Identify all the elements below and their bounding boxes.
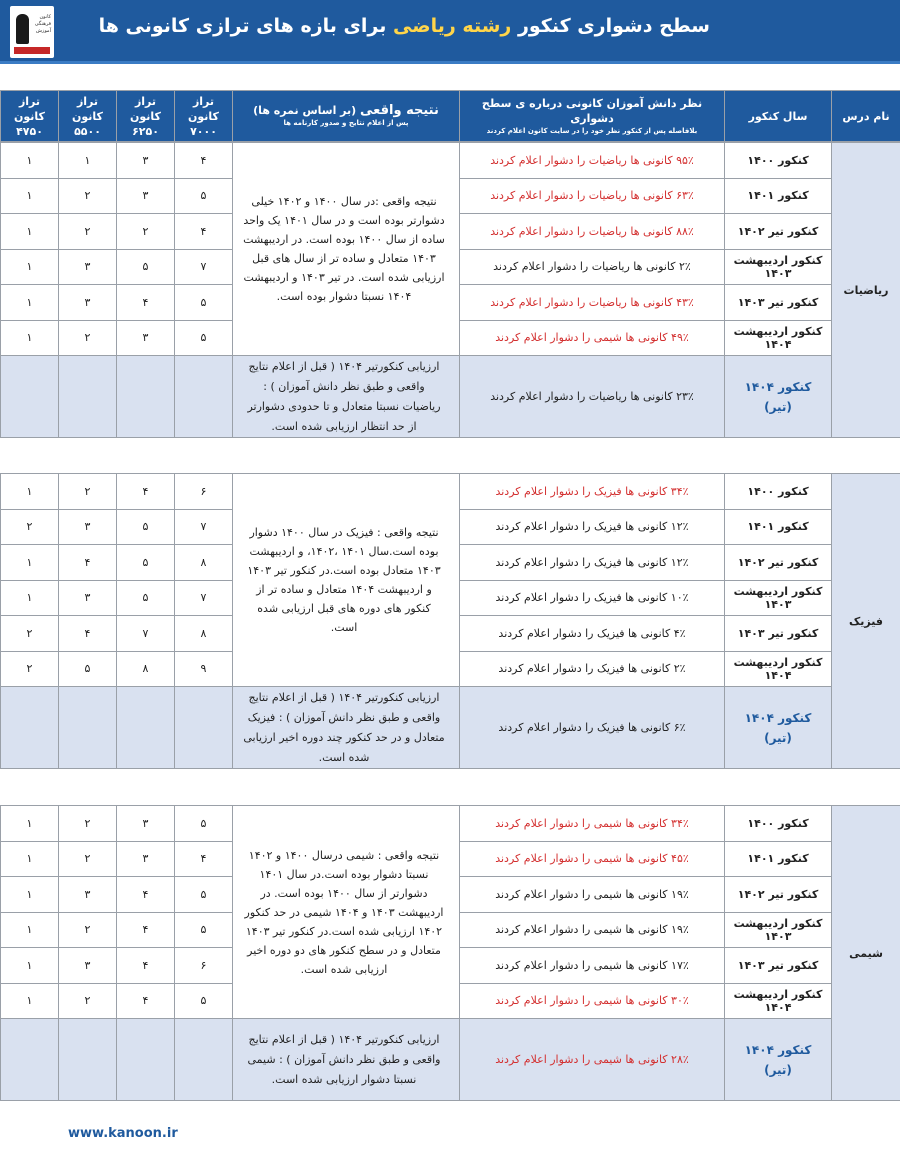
student-opinion-cell: ۳۴٪ کانونی ها شیمی را دشوار اعلام کردند bbox=[460, 806, 725, 842]
taraz-cell: ۵ bbox=[175, 912, 233, 948]
section-table bbox=[0, 473, 900, 769]
taraz-cell: ۵ bbox=[175, 806, 233, 842]
prediction-year-cell bbox=[725, 687, 832, 769]
taraz-cell-empty bbox=[117, 1019, 175, 1101]
prediction-row bbox=[1, 1019, 900, 1101]
taraz-cell: ۷ bbox=[117, 616, 175, 652]
taraz-cell: ۵ bbox=[59, 651, 117, 687]
taraz-cell: ۴ bbox=[117, 983, 175, 1019]
exam-year-cell: کنکور ۱۴۰۰ bbox=[725, 474, 832, 510]
taraz-cell: ۱ bbox=[59, 143, 117, 179]
taraz-cell: ۳ bbox=[117, 841, 175, 877]
taraz-cell: ۳ bbox=[117, 320, 175, 356]
taraz-cell: ۲ bbox=[59, 178, 117, 214]
taraz-header-4750: تراز کانون ۴۷۵۰ bbox=[1, 91, 59, 142]
taraz-cell: ۸ bbox=[175, 545, 233, 581]
taraz-cell: ۱ bbox=[1, 545, 59, 581]
exam-year-cell: کنکور تیر ۱۴۰۲ bbox=[725, 877, 832, 913]
taraz-cell: ۸ bbox=[175, 616, 233, 652]
taraz-cell-empty bbox=[175, 687, 233, 769]
student-opinion-cell: ۲٪ کانونی ها ریاضیات را دشوار اعلام کردند bbox=[460, 249, 725, 285]
taraz-cell-empty bbox=[1, 687, 59, 769]
taraz-cell-empty bbox=[1, 1019, 59, 1101]
prediction-text-cell: ارزیابی کنکورتیر ۱۴۰۴ ( قبل از اعلام نتایج واقعی و طبق نظر دانش آموزان ) : ریاضیات نسبتا متعادل و تا حدودی دشوارتر از حد انتظار ارزیابی شده است. bbox=[233, 356, 460, 438]
taraz-cell: ۱ bbox=[1, 806, 59, 842]
taraz-cell: ۱ bbox=[1, 841, 59, 877]
exam-year-cell: کنکور ۱۴۰۱ bbox=[725, 841, 832, 877]
table-row bbox=[1, 806, 900, 842]
prediction-year-label: کنکور ۱۴۰۴ bbox=[744, 1042, 812, 1057]
taraz-cell: ۱ bbox=[1, 474, 59, 510]
taraz-cell: ۱ bbox=[1, 285, 59, 321]
kanoon-logo: کانون فرهنگی آموزش bbox=[10, 6, 54, 58]
taraz-cell: ۳ bbox=[59, 580, 117, 616]
taraz-cell: ۳ bbox=[59, 509, 117, 545]
taraz-cell: ۱ bbox=[1, 877, 59, 913]
taraz-cell: ۱ bbox=[1, 912, 59, 948]
title-banner bbox=[0, 0, 900, 64]
taraz-cell: ۱ bbox=[1, 580, 59, 616]
subject-name-cell: فیزیک bbox=[832, 474, 900, 769]
taraz-cell: ۱ bbox=[1, 249, 59, 285]
taraz-cell-empty bbox=[175, 356, 233, 438]
taraz-cell: ۱ bbox=[1, 178, 59, 214]
taraz-cell: ۲ bbox=[1, 616, 59, 652]
taraz-header-7000: تراز کانون ۷۰۰۰ bbox=[175, 91, 233, 142]
taraz-cell: ۴ bbox=[117, 948, 175, 984]
exam-year-cell: کنکور تیر ۱۴۰۳ bbox=[725, 285, 832, 321]
subject-name-cell: شیمی bbox=[832, 806, 900, 1101]
taraz-cell-empty bbox=[175, 1019, 233, 1101]
prediction-session-label: (تیر) bbox=[764, 1062, 792, 1077]
taraz-cell: ۵ bbox=[117, 249, 175, 285]
exam-year-cell: کنکور تیر ۱۴۰۲ bbox=[725, 545, 832, 581]
taraz-cell: ۴ bbox=[59, 545, 117, 581]
student-opinion-cell: ۱۲٪ کانونی ها فیزیک را دشوار اعلام کردند bbox=[460, 509, 725, 545]
student-opinion-cell: ۲٪ کانونی ها فیزیک را دشوار اعلام کردند bbox=[460, 651, 725, 687]
student-opinion-cell: ۱۷٪ کانونی ها شیمی را دشوار اعلام کردند bbox=[460, 948, 725, 984]
taraz-cell: ۵ bbox=[175, 877, 233, 913]
taraz-cell: ۹ bbox=[175, 651, 233, 687]
taraz-cell: ۵ bbox=[175, 320, 233, 356]
student-opinion-cell: ۱۰٪ کانونی ها فیزیک را دشوار اعلام کردند bbox=[460, 580, 725, 616]
exam-year-cell: کنکور تیر ۱۴۰۳ bbox=[725, 616, 832, 652]
taraz-cell: ۴ bbox=[117, 285, 175, 321]
taraz-cell: ۱ bbox=[1, 214, 59, 250]
table-row bbox=[1, 143, 900, 179]
exam-year-cell: کنکور ۱۴۰۰ bbox=[725, 806, 832, 842]
student-opinion-cell: ۹۵٪ کانونی ها ریاضیات را دشوار اعلام کردند bbox=[460, 143, 725, 179]
taraz-cell: ۵ bbox=[175, 983, 233, 1019]
taraz-cell: ۲ bbox=[59, 320, 117, 356]
taraz-cell: ۴ bbox=[117, 877, 175, 913]
footer-url: www.kanoon.ir bbox=[68, 1126, 178, 1141]
taraz-cell: ۳ bbox=[117, 178, 175, 214]
taraz-cell: ۲ bbox=[59, 214, 117, 250]
page-title: سطح دشواری کنکور رشته ریاضی برای بازه های ترازی کانونی ها bbox=[98, 15, 710, 37]
taraz-cell: ۳ bbox=[59, 948, 117, 984]
taraz-cell: ۶ bbox=[175, 474, 233, 510]
prediction-row bbox=[1, 687, 900, 769]
subject-name-cell: ریاضیات bbox=[832, 143, 900, 438]
taraz-cell: ۱ bbox=[1, 320, 59, 356]
taraz-cell: ۲ bbox=[59, 806, 117, 842]
taraz-cell: ۱ bbox=[1, 948, 59, 984]
taraz-cell: ۲ bbox=[1, 509, 59, 545]
taraz-cell: ۲ bbox=[59, 841, 117, 877]
exam-year-cell: کنکور ۱۴۰۱ bbox=[725, 178, 832, 214]
taraz-cell-empty bbox=[59, 687, 117, 769]
taraz-cell: ۴ bbox=[175, 214, 233, 250]
taraz-cell-empty bbox=[59, 356, 117, 438]
prediction-session-label: (تیر) bbox=[764, 730, 792, 745]
taraz-cell: ۷ bbox=[175, 509, 233, 545]
taraz-cell: ۳ bbox=[117, 143, 175, 179]
exam-year-cell: کنکور ۱۴۰۱ bbox=[725, 509, 832, 545]
exam-year-cell: کنکور تیر ۱۴۰۳ bbox=[725, 948, 832, 984]
taraz-cell: ۲ bbox=[1, 651, 59, 687]
exam-year-cell: کنکور اردیبهشت ۱۴۰۴ bbox=[725, 320, 832, 356]
taraz-cell: ۴ bbox=[117, 474, 175, 510]
student-opinion-cell: ۸۸٪ کانونی ها ریاضیات را دشوار اعلام کردند bbox=[460, 214, 725, 250]
taraz-cell: ۱ bbox=[1, 143, 59, 179]
actual-result-cell: نتیجه واقعی : فیزیک در سال ۱۴۰۰ دشوار بوده است.سال ۱۴۰۱ ،۱۴۰۲، و اردیبهشت ۱۴۰۳ متعادل بوده است.در کنکور تیر ۱۴۰۳ و اردیبهشت ۱۴۰۴ متعادل و ساده تر از کنکور های دوره های قبل ارزیابی شده است. bbox=[233, 474, 460, 687]
taraz-cell-empty bbox=[117, 687, 175, 769]
taraz-cell: ۵ bbox=[175, 285, 233, 321]
taraz-cell: ۵ bbox=[175, 178, 233, 214]
prediction-text-cell: ارزیابی کنکورتیر ۱۴۰۴ ( قبل از اعلام نتایج واقعی و طبق نظر دانش آموزان ) : فیزیک متعادل و در حد کنکور چند دوره اخیر ارزیابی شده است. bbox=[233, 687, 460, 769]
student-opinion-cell: ۴۵٪ کانونی ها شیمی را دشوار اعلام کردند bbox=[460, 841, 725, 877]
prediction-year-label: کنکور ۱۴۰۴ bbox=[744, 379, 812, 394]
taraz-cell: ۷ bbox=[175, 249, 233, 285]
exam-year-cell: کنکور ۱۴۰۰ bbox=[725, 143, 832, 179]
taraz-cell: ۲ bbox=[59, 474, 117, 510]
taraz-cell: ۲ bbox=[59, 983, 117, 1019]
prediction-year-cell bbox=[725, 1019, 832, 1101]
taraz-cell: ۲ bbox=[59, 912, 117, 948]
column-header-row bbox=[0, 90, 900, 142]
taraz-cell: ۴ bbox=[59, 616, 117, 652]
taraz-cell: ۴ bbox=[117, 912, 175, 948]
student-opinion-cell: ۴۹٪ کانونی ها شیمی را دشوار اعلام کردند bbox=[460, 320, 725, 356]
exam-year-cell: کنکور اردیبهشت ۱۴۰۳ bbox=[725, 912, 832, 948]
exam-year-cell: کنکور اردیبهشت ۱۴۰۴ bbox=[725, 651, 832, 687]
student-opinion-cell: ۱۲٪ کانونی ها فیزیک را دشوار اعلام کردند bbox=[460, 545, 725, 581]
taraz-header-6250: تراز کانون ۶۲۵۰ bbox=[117, 91, 175, 142]
student-opinion-cell: ۴٪ کانونی ها فیزیک را دشوار اعلام کردند bbox=[460, 616, 725, 652]
taraz-cell: ۵ bbox=[117, 545, 175, 581]
taraz-cell: ۳ bbox=[59, 285, 117, 321]
taraz-cell: ۶ bbox=[175, 948, 233, 984]
prediction-opinion-cell: ۶٪ کانونی ها فیزیک را دشوار اعلام کردند bbox=[460, 687, 725, 769]
taraz-cell: ۳ bbox=[117, 806, 175, 842]
opinion-header: نظر دانش آموزان کانونی درباره ی سطح دشواری بلافاصله پس از کنکور نظر خود را در سایت کانون اعلام کردند bbox=[460, 91, 725, 142]
student-opinion-cell: ۳۰٪ کانونی ها شیمی را دشوار اعلام کردند bbox=[460, 983, 725, 1019]
section-table bbox=[0, 805, 900, 1101]
prediction-year-label: کنکور ۱۴۰۴ bbox=[744, 710, 812, 725]
prediction-session-label: (تیر) bbox=[764, 399, 792, 414]
actual-result-cell: نتیجه واقعی : شیمی درسال ۱۴۰۰ و ۱۴۰۲ نسبتا دشوار بوده است.در سال ۱۴۰۱ دشوارتر از سال ۱۴۰۰ بوده است. در اردیبهشت ۱۴۰۳ و ۱۴۰۴ شیمی در حد کنکور ۱۴۰۲ ارزیابی شده است.در کنکور تیر ۱۴۰۳ متعادل و در سطح کنکور های دو دوره اخیر ارزیابی شده است. bbox=[233, 806, 460, 1019]
exam-year-cell: کنکور اردیبهشت ۱۴۰۳ bbox=[725, 580, 832, 616]
student-opinion-cell: ۴۳٪ کانونی ها ریاضیات را دشوار اعلام کردند bbox=[460, 285, 725, 321]
actual-result-cell: نتیجه واقعی :در سال ۱۴۰۰ و ۱۴۰۲ خیلی دشوارتر بوده است و در سال ۱۴۰۱ یک واحد ساده از سال ۱۴۰۰ بوده است. در اردیبهشت ۱۴۰۳ متعادل و ساده تر از سال های قبل ارزیابی شده است. در تیر ۱۴۰۳ و اردیبهشت ۱۴۰۴ نسبتا دشوار بوده است. bbox=[233, 143, 460, 356]
taraz-cell: ۵ bbox=[117, 580, 175, 616]
taraz-cell: ۸ bbox=[117, 651, 175, 687]
taraz-cell-empty bbox=[117, 356, 175, 438]
student-opinion-cell: ۳۴٪ کانونی ها فیزیک را دشوار اعلام کردند bbox=[460, 474, 725, 510]
student-opinion-cell: ۶۳٪ کانونی ها ریاضیات را دشوار اعلام کردند bbox=[460, 178, 725, 214]
student-opinion-cell: ۱۹٪ کانونی ها شیمی را دشوار اعلام کردند bbox=[460, 877, 725, 913]
student-opinion-cell: ۱۹٪ کانونی ها شیمی را دشوار اعلام کردند bbox=[460, 912, 725, 948]
prediction-text-cell: ارزیابی کنکورتیر ۱۴۰۴ ( قبل از اعلام نتایج واقعی و طبق نظر دانش آموزان ) : شیمی نسبتا دشوار ارزیابی شده است. bbox=[233, 1019, 460, 1101]
exam-year-cell: کنکور اردیبهشت ۱۴۰۴ bbox=[725, 983, 832, 1019]
taraz-cell-empty bbox=[59, 1019, 117, 1101]
year-header: سال کنکور bbox=[725, 91, 832, 142]
prediction-opinion-cell: ۲۸٪ کانونی ها شیمی را دشوار اعلام کردند bbox=[460, 1019, 725, 1101]
taraz-cell: ۳ bbox=[59, 249, 117, 285]
taraz-cell: ۴ bbox=[175, 841, 233, 877]
exam-year-cell: کنکور اردیبهشت ۱۴۰۳ bbox=[725, 249, 832, 285]
prediction-row bbox=[1, 356, 900, 438]
taraz-cell: ۷ bbox=[175, 580, 233, 616]
subject-header: نام درس bbox=[832, 91, 900, 142]
taraz-cell: ۴ bbox=[175, 143, 233, 179]
exam-year-cell: کنکور تیر ۱۴۰۲ bbox=[725, 214, 832, 250]
taraz-cell-empty bbox=[1, 356, 59, 438]
prediction-year-cell bbox=[725, 356, 832, 438]
taraz-cell: ۱ bbox=[1, 983, 59, 1019]
taraz-header-5500: تراز کانون ۵۵۰۰ bbox=[59, 91, 117, 142]
result-header: نتیجه واقعی (بر اساس نمره ها) پس از اعلام نتایج و صدور کارنامه ها bbox=[233, 91, 460, 142]
table-row bbox=[1, 474, 900, 510]
section-table bbox=[0, 142, 900, 438]
taraz-cell: ۵ bbox=[117, 509, 175, 545]
taraz-cell: ۳ bbox=[59, 877, 117, 913]
taraz-cell: ۲ bbox=[117, 214, 175, 250]
prediction-opinion-cell: ۲۳٪ کانونی ها ریاضیات را دشوار اعلام کردند bbox=[460, 356, 725, 438]
